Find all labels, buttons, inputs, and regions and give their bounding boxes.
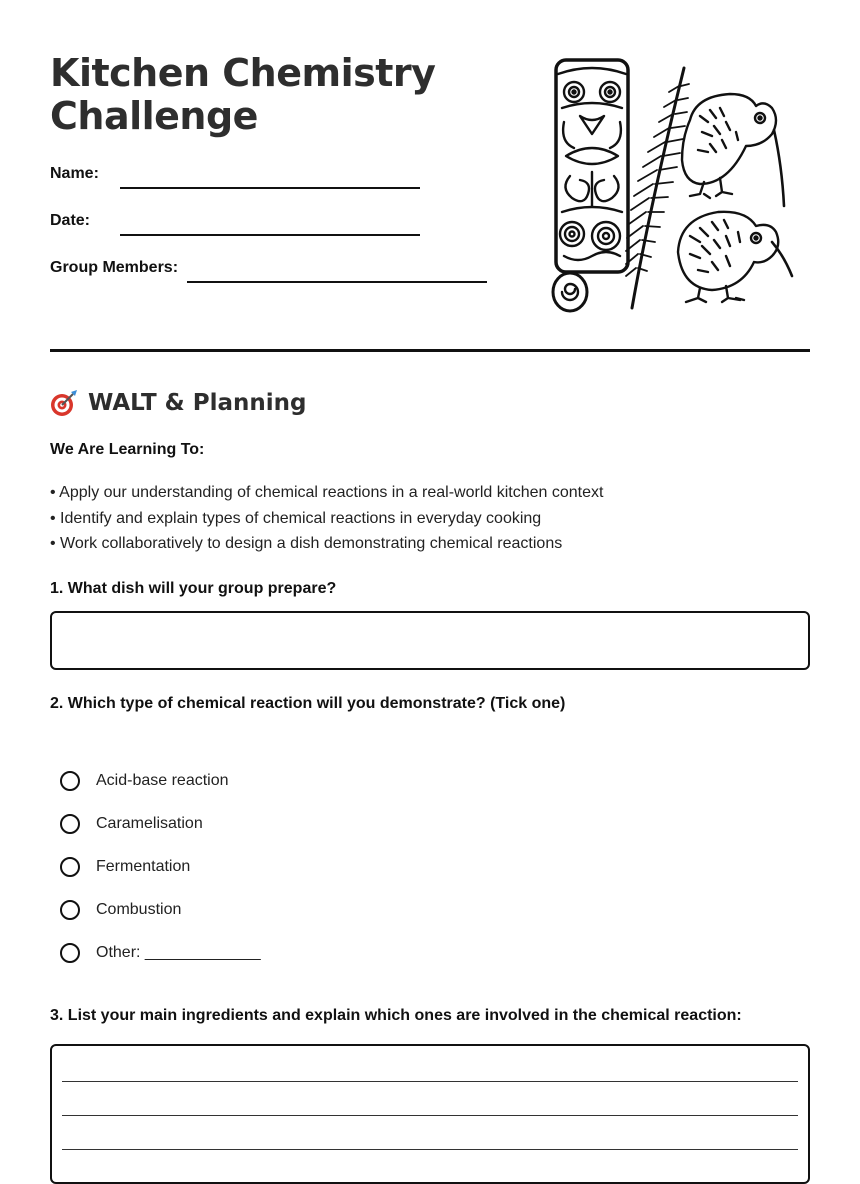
writing-line — [62, 1149, 798, 1150]
option-caramelisation[interactable] — [60, 802, 261, 845]
option-combustion[interactable] — [60, 888, 261, 931]
radio-button[interactable] — [60, 943, 80, 963]
radio-button[interactable] — [60, 900, 80, 920]
question-3: 3. List your main ingredients and explain which ones are involved in the chemical reaction: — [50, 1007, 742, 1024]
reaction-options — [60, 759, 261, 974]
ingredients-answer-box[interactable] — [50, 1044, 810, 1184]
option-fermentation[interactable] — [60, 845, 261, 888]
title-line-2: Challenge — [50, 94, 258, 138]
option-label: Caramelisation — [96, 814, 203, 832]
name-field[interactable] — [120, 187, 420, 189]
option-label: Acid-base reaction — [96, 771, 229, 789]
list-item: • Apply our understanding of chemical reactions in a real-world kitchen context — [50, 484, 604, 501]
question-1: 1. What dish will your group prepare? — [50, 580, 337, 597]
title-line-1: Kitchen Chemistry — [50, 51, 436, 95]
radio-button[interactable] — [60, 814, 80, 834]
list-item: • Work collaboratively to design a dish demonstrating chemical reactions — [50, 535, 563, 552]
date-field[interactable] — [120, 234, 420, 236]
option-label: Other: _____________ — [96, 943, 261, 961]
group-members-label: Group Members: — [50, 259, 179, 276]
list-item: • Identify and explain types of chemical reactions in everyday cooking — [50, 509, 542, 527]
fern-frond-icon — [626, 68, 689, 308]
option-label: Fermentation — [96, 857, 191, 875]
writing-line — [62, 1115, 798, 1116]
kiwi-bird-icon — [682, 94, 784, 206]
walt-heading: We Are Learning To: — [50, 441, 205, 458]
radio-button[interactable] — [60, 857, 80, 877]
page-title — [50, 52, 435, 138]
dish-answer-box[interactable] — [50, 611, 810, 670]
question-2: 2. Which type of chemical reaction will you demonstrate? (Tick one) — [50, 695, 566, 712]
date-label: Date: — [50, 212, 91, 229]
illustration — [550, 56, 800, 318]
section-title-text: WALT & Planning — [88, 390, 307, 416]
carved-pou-icon — [553, 60, 628, 311]
group-members-field[interactable] — [187, 281, 487, 283]
header-divider — [50, 349, 810, 352]
target-dart-icon — [50, 389, 78, 417]
option-acid-base[interactable] — [60, 759, 261, 802]
section-title — [50, 389, 306, 417]
option-other[interactable] — [60, 931, 261, 974]
walt-list — [50, 482, 603, 559]
writing-line — [62, 1081, 798, 1082]
name-label: Name: — [50, 165, 99, 182]
option-label: Combustion — [96, 900, 182, 918]
kiwi-bird-icon — [678, 212, 792, 302]
radio-button[interactable] — [60, 771, 80, 791]
